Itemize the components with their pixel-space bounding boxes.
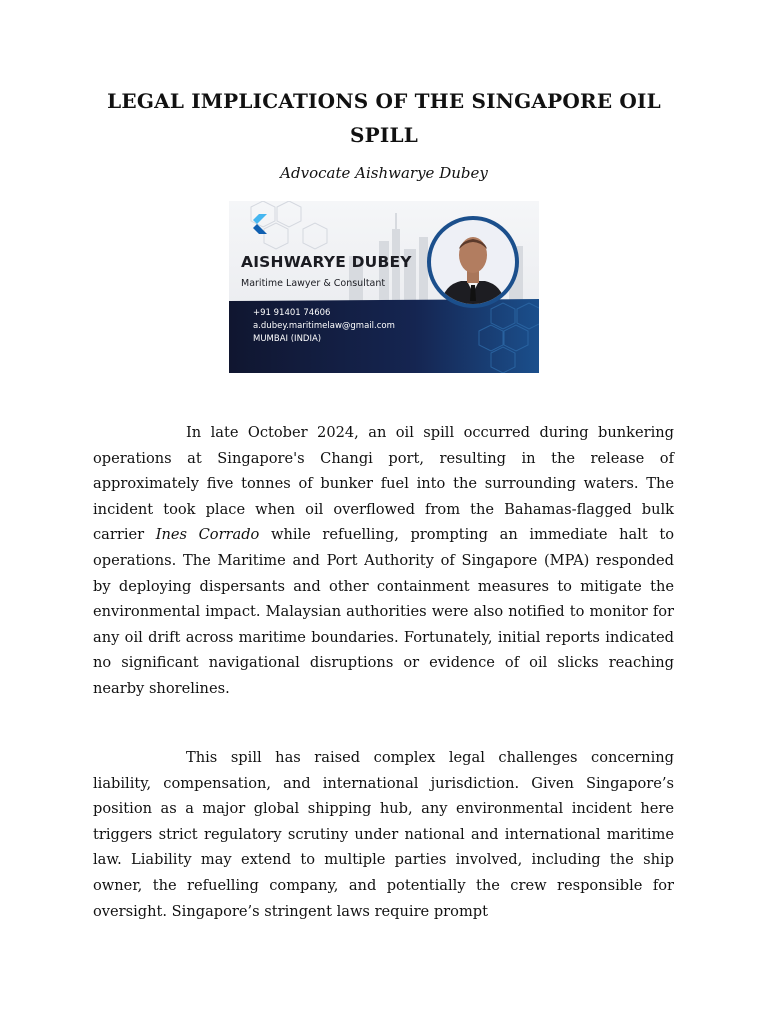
business-card-image — [229, 201, 539, 373]
document-title: LEGAL IMPLICATIONS OF THE SINGAPORE OIL SPILL — [107, 89, 661, 147]
card-name: AISHWARYE DUBEY — [241, 253, 412, 271]
paragraph-1-text-a: In late October 2024, an oil spill occurred during bunkering operations at Singapore's Changi port, resulting in the release of approximately five tonnes of bunker fuel into the surrounding waters. The incident took place when oil overflowed from the Bahamas-flagged bulk carrier — [93, 424, 674, 544]
paragraph-1 — [93, 420, 674, 702]
document-author: Advocate Aishwarye Dubey — [280, 164, 488, 182]
card-phone: +91 91401 74606 — [253, 308, 331, 318]
paragraph-2: This spill has raised complex legal challenges concerning liability, compensation, and international jurisdiction. Given Singapore’s position as a major global shipping hub, any environmental incident here triggers strict regulatory scrutiny under national and international maritime law. Liability may extend to multiple parties involved, including the ship owner, the refuelling company, and potentially the crew responsible for oversight. Singapore’s stringent laws require prompt — [93, 749, 674, 920]
card-location: MUMBAI (INDIA) — [253, 334, 322, 344]
card-email: a.dubey.maritimelaw@gmail.com — [253, 321, 395, 331]
vessel-name: Ines Corrado — [155, 526, 260, 544]
paragraph-1-text-b: while refuelling, prompting an immediate halt to operations. The Maritime and Port Authority of Singapore (MPA) responded by deploying dispersants and other containment measures to mitigate the environmental impact. Malaysian authorities were also notified to monitor for any oil drift across maritime boundaries. Fortunately, initial reports indicated no significant navigational disruptions or evidence of oil slicks reaching nearby shorelines. — [93, 526, 675, 697]
card-role: Maritime Lawyer & Consultant — [241, 278, 386, 289]
